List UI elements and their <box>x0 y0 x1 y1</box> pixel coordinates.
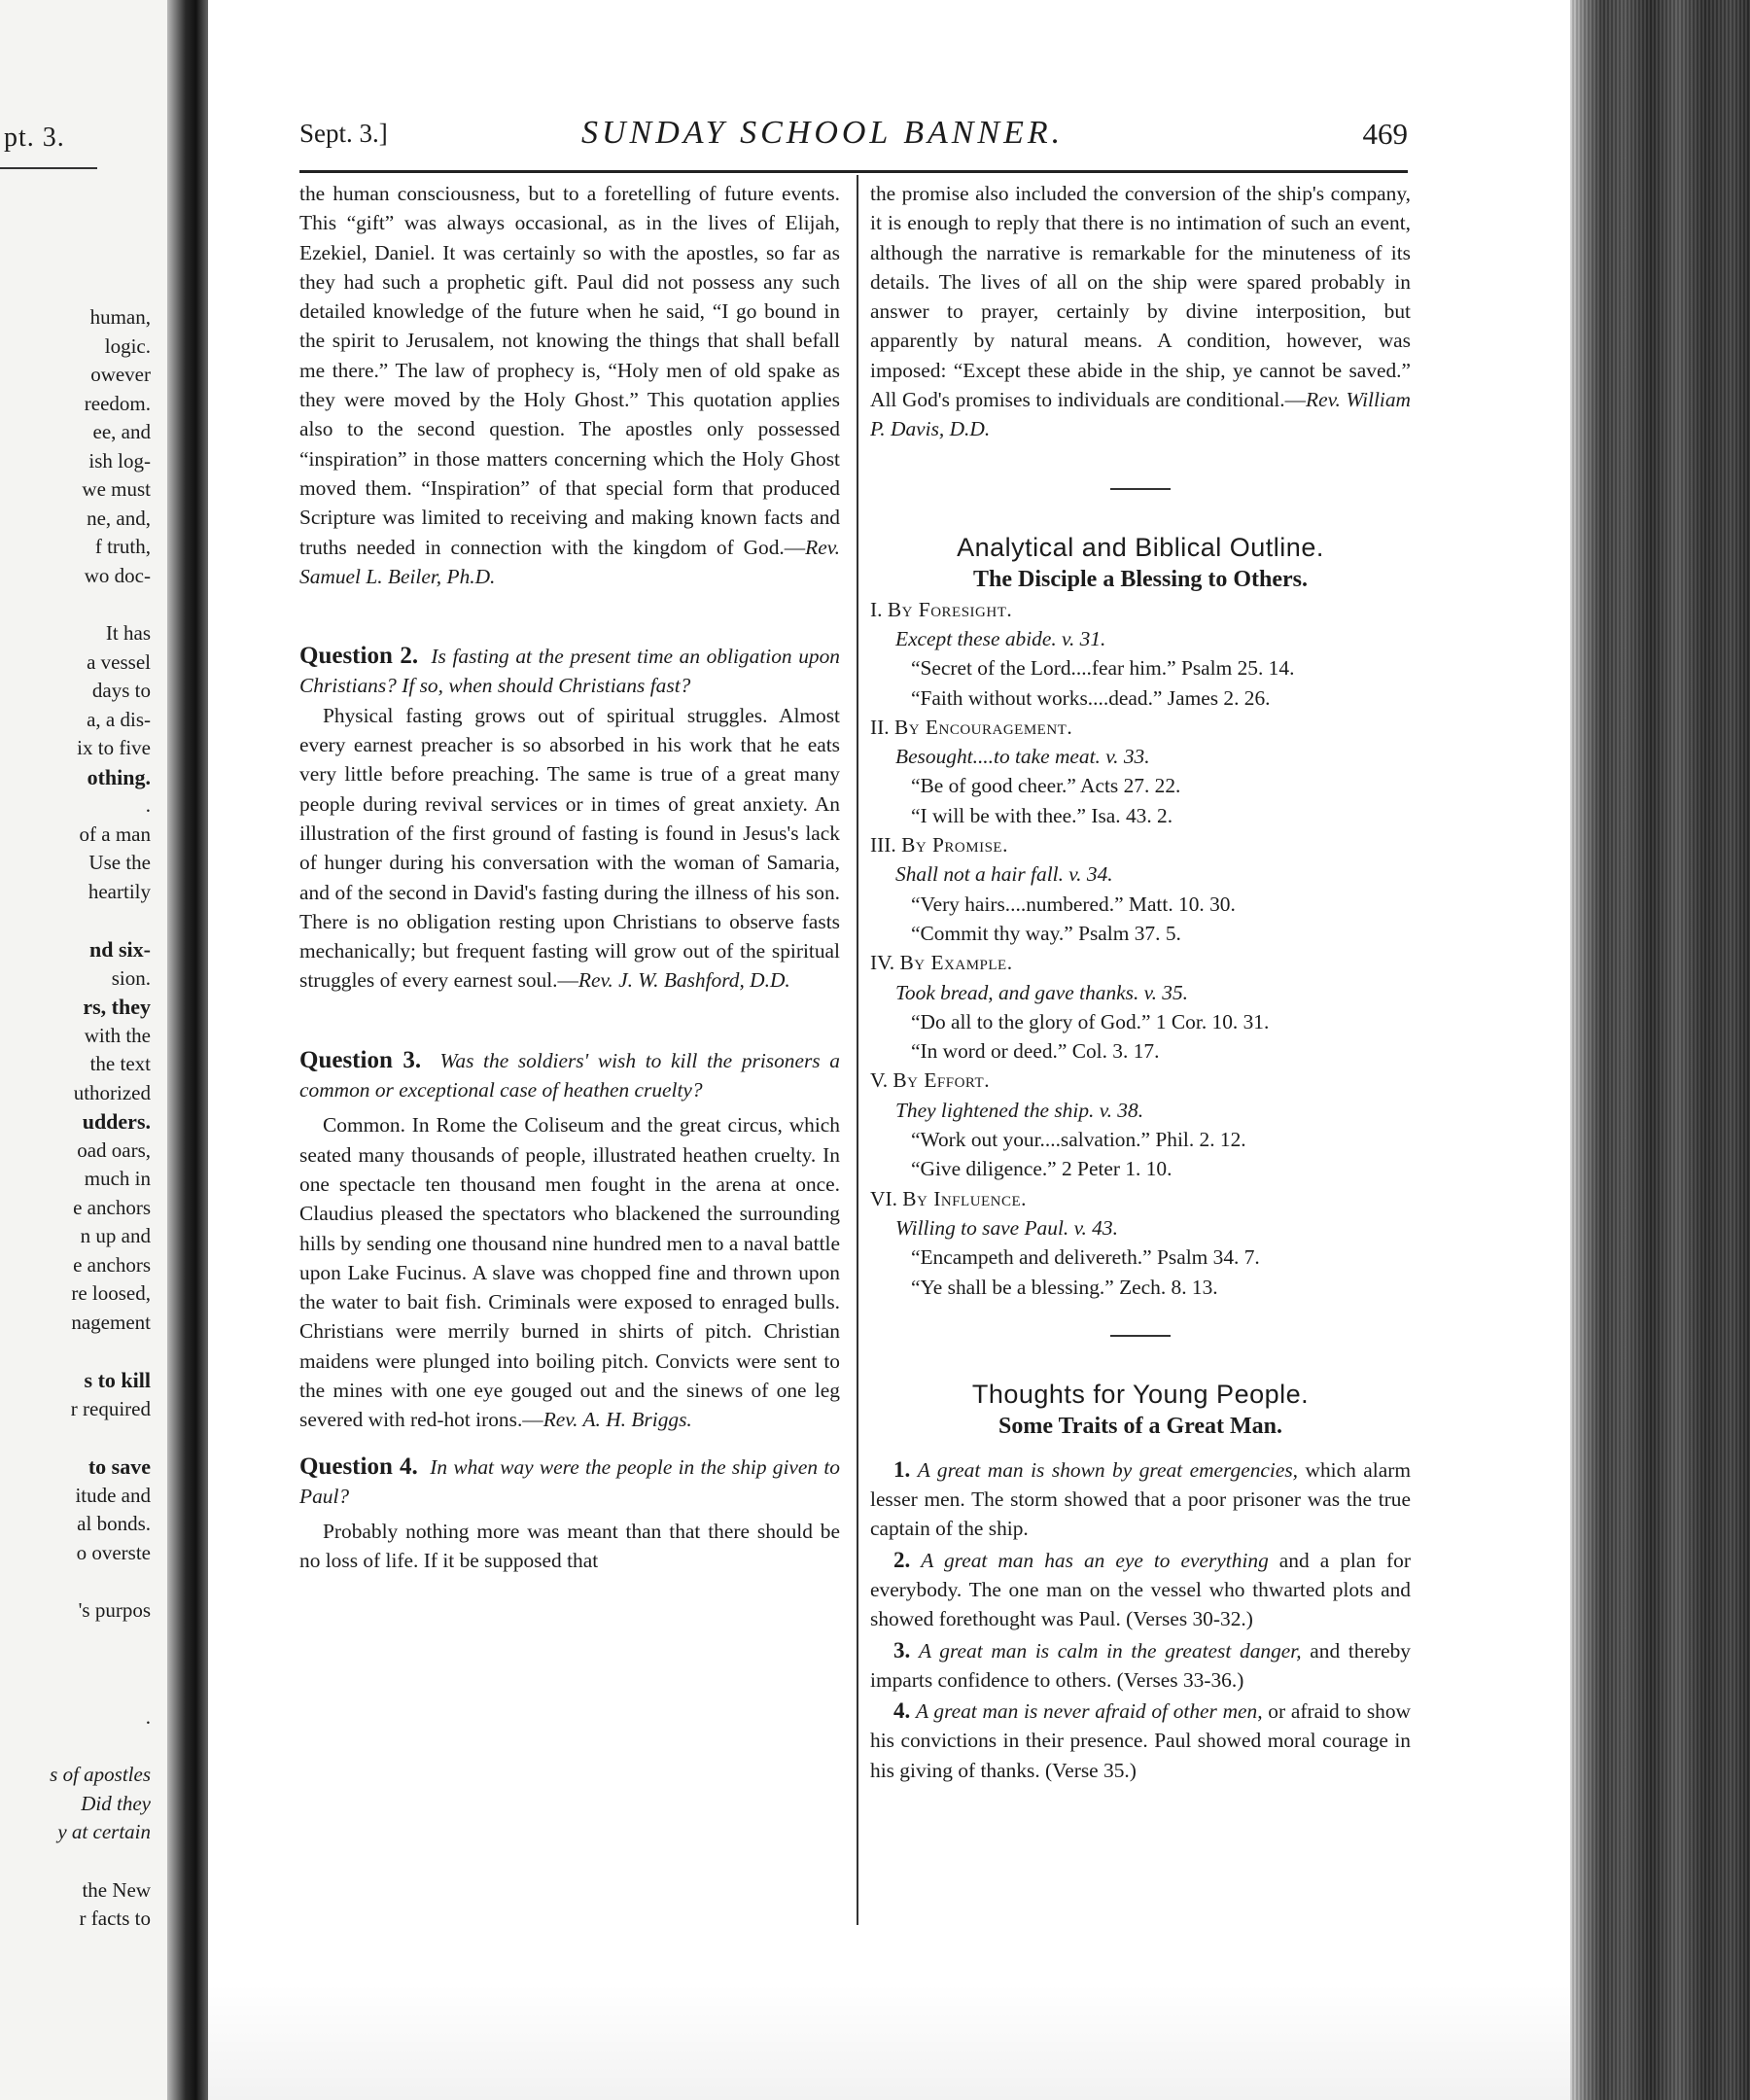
facing-page-fragment: s to kill <box>84 1368 151 1392</box>
facing-page-fragment: nagement <box>71 1310 151 1334</box>
outline-heading: IV. By Example. <box>870 951 1013 975</box>
left-column <box>299 179 840 1576</box>
facing-page-fragment: f truth, <box>94 535 151 558</box>
header-date: Sept. 3.] <box>299 119 388 148</box>
trait-paragraph: 3. A great man is calm in the greatest danger, and thereby imparts confidence to others. (Verses 33-36.) <box>870 1637 1411 1692</box>
outline-quote: “Commit thy way.” Psalm 37. 5. <box>911 921 1181 945</box>
facing-page-fragment: r required <box>70 1396 151 1420</box>
facing-page-fragment: wo doc- <box>84 563 151 587</box>
facing-page-fragment: a vessel <box>87 649 151 674</box>
facing-page-fragment: . <box>145 793 151 817</box>
outline-quote: “I will be with thee.” Isa. 43. 2. <box>911 803 1173 827</box>
outline-verse-ref: Shall not a hair fall. v. 34. <box>895 862 1113 887</box>
header-rule <box>299 170 1408 173</box>
signature: Rev. J. W. Bashford, D.D. <box>578 968 790 993</box>
outline-heading: II. By Encouragement. <box>870 715 1073 739</box>
outline-quote: “Work out your....salvation.” Phil. 2. 12. <box>911 1128 1246 1152</box>
question-4-heading: Question 4. In what way were the people in the ship given to Paul? <box>299 1452 840 1508</box>
signature: Rev. A. H. Briggs. <box>542 1408 692 1432</box>
facing-page-fragment: It has <box>105 621 151 645</box>
facing-page-fragment: the text <box>89 1052 151 1075</box>
facing-page-fragment: ish log- <box>88 448 151 472</box>
facing-page-fragment: ix to five <box>77 736 151 759</box>
outline-list <box>870 595 1411 1302</box>
outline-quote: “Secret of the Lord....fear him.” Psalm 25. 14. <box>911 656 1295 681</box>
question-3-heading: Question 3. Was the soldiers' wish to kill the prisoners a common or exceptional case of heathen cruelty? <box>299 1046 840 1102</box>
facing-page-rule <box>0 167 97 169</box>
running-header <box>299 115 1408 163</box>
facing-page-fragment: the New <box>82 1877 151 1902</box>
outline-verse-ref: Took bread, and gave thanks. v. 35. <box>895 980 1189 1004</box>
facing-page-fragment: with the <box>84 1023 151 1047</box>
facing-page-fragment: to save <box>88 1454 151 1479</box>
book-page-edges <box>1570 0 1750 2100</box>
outline-quote: “Give diligence.” 2 Peter 1. 10. <box>911 1157 1172 1181</box>
outline-heading: VI. By Influence. <box>870 1186 1028 1210</box>
outline-title: Analytical and Biblical Outline. <box>957 532 1324 562</box>
facing-page-fragment: human, <box>89 305 151 329</box>
facing-page-fragment: reedom. <box>84 391 151 415</box>
question-3-answer: Common. In Rome the Coliseum and the great circus, which seated many thousands of people, illustrated heathen cruelty. In one spectacle ten thousand men fought in the arena at once. Claudius pleased the spectators who blackened the surrounding hills by sending one thousand nine hundred men to a naval battle upon Lake Fucinus. A slave was chopped fine and thrown upon the water to bait fish. Criminals were exposed to enraged bulls. Christians were merrily burned in shirts of pitch. Christian maidens were plunged into boiling pitch. Convicts were sent to the mines with one eye gouged out and the sinews of one leg severed with red-hot irons.—Rev. A. H. Briggs. <box>299 1113 840 1432</box>
continuation-paragraph: the promise also included the conversion of the ship's company, it is enough to reply that there is no intimation of such an event, although the narrative is remarkable for the minuteness of its details. The lives of all on the ship were spared probably in answer to prayer, certainly by divine interposition, but apparently by natural means. A condition, however, was imposed: “Except these abide in the ship, ye cannot be saved.” All God's promises to individuals are conditional.—Rev. William P. Davis, D.D. <box>870 182 1412 441</box>
outline-verse-ref: Willing to save Paul. v. 43. <box>895 1215 1118 1240</box>
facing-page-fragment: . <box>145 1704 151 1729</box>
outline-quote: “Faith without works....dead.” James 2. 26. <box>911 685 1271 710</box>
facing-page-fragment: e anchors <box>73 1252 151 1277</box>
trait-paragraph: 2. A great man has an eye to everything and a plan for everybody. The one man on the vessel who thwarted plots and showed forethought was Paul. (Verses 30-32.) <box>870 1547 1411 1631</box>
signature: Rev. Samuel L. Beiler, Ph.D. <box>299 535 840 588</box>
facing-page-fragment: much in <box>84 1167 151 1190</box>
facing-page-header: pt. 3. <box>4 122 65 153</box>
facing-page-fragment: nd six- <box>89 937 151 962</box>
facing-page-fragment: y at certain <box>57 1820 151 1843</box>
thoughts-title: Thoughts for Young People. <box>971 1379 1310 1409</box>
right-column <box>870 179 1411 1785</box>
section-divider <box>1110 488 1171 490</box>
outline-heading: V. By Effort. <box>870 1068 991 1093</box>
facing-page-fragment: s of apostles <box>50 1763 151 1786</box>
page-number: 469 <box>1362 117 1408 151</box>
book-gutter <box>167 0 208 2100</box>
outline-verse-ref: Except these abide. v. 31. <box>895 626 1106 650</box>
thoughts-subtitle: Some Traits of a Great Man. <box>998 1413 1282 1439</box>
facing-page-fragment: sion. <box>111 965 151 990</box>
outline-verse-ref: They lightened the ship. v. 38. <box>895 1098 1144 1122</box>
traits-list <box>870 1455 1411 1785</box>
facing-page-fragment: udders. <box>82 1109 151 1134</box>
facing-page-fragment: uthorized <box>73 1080 151 1104</box>
facing-page-fragment: othing. <box>87 764 151 789</box>
facing-page-fragment: heartily <box>88 879 151 903</box>
facing-page-fragment: we must <box>82 477 151 501</box>
facing-page-fragment: a, a dis- <box>87 707 151 731</box>
section-divider <box>1110 1335 1171 1337</box>
question-4-answer: Probably nothing more was meant than that there should be no loss of life. If it be supposed that <box>299 1520 840 1573</box>
facing-page-fragment: 's purpos <box>78 1598 151 1622</box>
facing-page-fragment: days to <box>91 679 151 702</box>
trait-paragraph: 1. A great man is shown by great emergencies, which alarm lesser men. The storm showed that a poor prisoner was the true captain of the ship. <box>870 1456 1411 1541</box>
facing-page-fragment: Did they <box>81 1791 151 1815</box>
facing-page-fragment: n up and <box>80 1224 151 1247</box>
outline-quote: “Encampeth and delivereth.” Psalm 34. 7. <box>911 1245 1260 1270</box>
facing-page-fragment: ne, and, <box>87 506 151 530</box>
outline-quote: “Ye shall be a blessing.” Zech. 8. 13. <box>911 1275 1218 1299</box>
outline-verse-ref: Besought....to take meat. v. 33. <box>895 745 1150 769</box>
page-bottom-shade <box>199 1983 1570 2100</box>
facing-page-fragment: e anchors <box>73 1195 151 1219</box>
facing-page-fragment: logic. <box>104 333 151 358</box>
signature: Rev. William P. Davis, D.D. <box>870 388 1412 441</box>
opening-paragraph: the human consciousness, but to a foretelling of future events. This “gift” was always occasional, as in the lives of Elijah, Ezekiel, Daniel. It was certainly so with the apostles, so far as they had such a prophetic gift. Paul did not possess any such detailed knowledge of the future when he said, “I go bound in the spirit to Jerusalem, not knowing the things that shall befall me there.” The law of prophecy is, “Holy men of old spake as they were moved by the Holy Ghost.” This quotation applies also to the second question. The apostles only possessed “inspiration” in those matters concerning which the Holy Ghost moved them. “Inspiration” of that special form that produced Scripture was limited to receiving and making known facts and truths needed in connection with the kingdom of God.—Rev. Samuel L. Beiler, Ph.D. <box>299 182 840 588</box>
facing-page-fragment: al bonds. <box>77 1512 151 1535</box>
outline-quote: “Be of good cheer.” Acts 27. 22. <box>911 774 1181 798</box>
facing-page-fragment: Use the <box>88 851 151 874</box>
facing-page-fragment: itude and <box>75 1483 151 1507</box>
outline-heading: I. By Foresight. <box>870 597 1013 621</box>
facing-page-fragment: oad oars, <box>77 1138 151 1162</box>
outline-quote: “Very hairs....numbered.” Matt. 10. 30. <box>911 892 1236 916</box>
facing-page-fragment: r facts to <box>79 1907 151 1930</box>
outline-quote: “Do all to the glory of God.” 1 Cor. 10. 31. <box>911 1009 1270 1033</box>
facing-page-fragment: re loosed, <box>71 1281 151 1305</box>
facing-page-fragment: rs, they <box>83 995 151 1019</box>
facing-page-fragment: owever <box>90 363 151 386</box>
header-title: SUNDAY SCHOOL BANNER. <box>581 115 1065 151</box>
outline-quote: “In word or deed.” Col. 3. 17. <box>911 1039 1160 1064</box>
outline-heading: III. By Promise. <box>870 833 1008 858</box>
outline-subtitle: The Disciple a Blessing to Others. <box>972 566 1308 592</box>
column-rule <box>857 175 858 1925</box>
trait-paragraph: 4. A great man is never afraid of other men, or afraid to show his convictions in their presence. Paul showed moral courage in his giving of thanks. (Verse 35.) <box>870 1698 1411 1782</box>
facing-page-fragment: of a man <box>79 822 151 846</box>
question-2-heading: Question 2. Is fasting at the present time an obligation upon Christians? If so, when should Christians fast? <box>299 643 841 698</box>
question-2-answer: Physical fasting grows out of spiritual struggles. Almost every earnest preacher is so absorbed in his work that he eats very little before preaching. The same is true of a great many people during revival services or in times of great anxiety. An illustration of the first ground of fasting is found in Jesus's lack of hunger during his conversation with the woman of Samaria, and of the second in David's fasting during the illness of his son. There is no obligation resting upon Christians to observe fasts mechanically; but frequent fasting will grow out of the spiritual struggles of every earnest soul.—Rev. J. W. Bashford, D.D. <box>299 703 840 993</box>
facing-page-fragment: o overste <box>76 1540 151 1564</box>
facing-page-fragment: ee, and <box>92 420 151 443</box>
